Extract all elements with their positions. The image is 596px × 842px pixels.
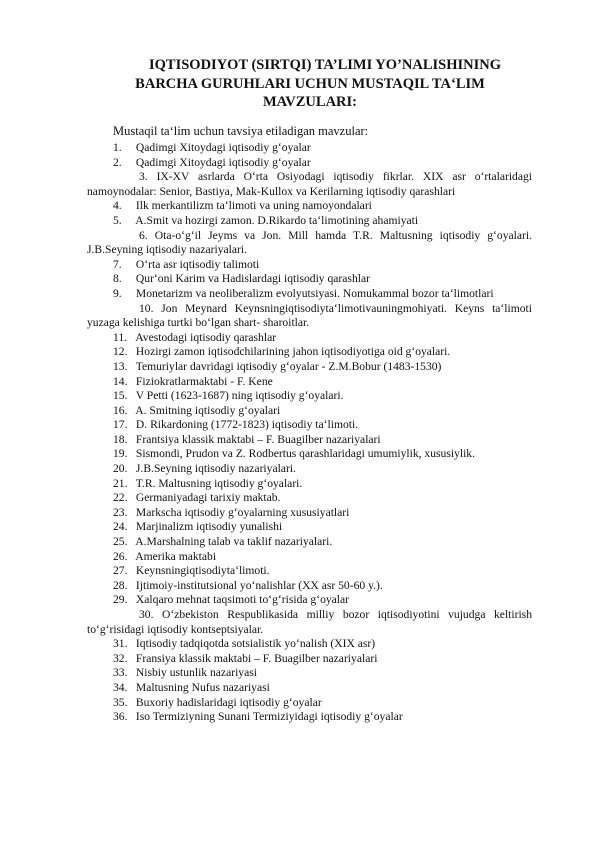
list-item (87, 229, 532, 258)
list-item-text: Temuriylar davridagi iqtisodiy g‘oyalar - Z.M.Bobur (1483-1530) (135, 359, 442, 373)
list-item-number: 19. (113, 447, 128, 461)
list-item-number: 7. (113, 257, 122, 271)
list-item-number: 10. (139, 301, 154, 315)
list-item-number: 32. (113, 651, 128, 665)
intro-text: Mustaqil ta‘lim uchun tavsiya etiladigan mavzular: (113, 124, 369, 138)
list-item-text: A.Smit va hozirgi zamon. D.Rikardo ta‘limotining ahamiyati (135, 213, 419, 227)
list-item-text: V Petti (1623-1687) ning iqtisodiy g‘oyalari. (135, 389, 344, 403)
list-item-text: A.Marshalning talab va taklif nazariyalari. (135, 535, 333, 549)
list-item (87, 608, 532, 637)
list-item-text: T.R. Maltusning iqtisodiy g‘oyalari. (135, 476, 303, 490)
title-line-2: BARCHA GURUHLARI UCHUN MUSTAQIL TA‘LIM (135, 75, 485, 92)
list-item-number: 6. (139, 228, 148, 242)
list-item-text: Hozirgi zamon iqtisodchilarining jahon iqtisodiyotiga oid g‘oyalari. (135, 345, 451, 359)
list-item-text: Qadimgi Xitoydagi iqtisodiy g‘oyalar (135, 141, 311, 154)
list-item (87, 404, 532, 419)
list-item (87, 258, 532, 273)
list-item-number: 17. (113, 418, 128, 432)
list-item-number: 24. (113, 520, 128, 534)
list-item-text: J.B.Seyning iqtisodiy nazariyalari. (135, 462, 296, 476)
list-item-number: 5. (113, 213, 122, 227)
list-item-text: Ilk merkantilizm ta‘limoti va uning namoyondalari (135, 199, 372, 213)
list-item (87, 331, 532, 346)
list-item-text: Ijtimoiy-institutsional yo‘nalishlar (XX asr 50-60 y.). (135, 578, 383, 592)
list-item (87, 477, 532, 492)
list-item (87, 535, 532, 550)
list-item-number: 29. (113, 593, 128, 607)
list-item-text: Jon Meynard Keynsningiqtisodiyta‘limotivauningmohiyati. Keyns ta‘limoti yuzaga kelishiga turtki bo‘lgan shart- sharoitlar. (87, 301, 532, 330)
list-item-text: Markscha iqtisodiy g‘oyalarning xususiyatlari (135, 505, 350, 519)
list-item (87, 681, 532, 696)
list-item (87, 520, 532, 535)
list-item (87, 141, 532, 156)
list-item-number: 4. (113, 199, 122, 213)
title-line-1: IQTISODIYOT (SIRTQI) TA’LIMI YO’NALISHINING (149, 57, 501, 73)
list-item-number: 1. (113, 141, 122, 154)
list-item-text: O‘rta asr iqtisodiy talimoti (135, 257, 260, 271)
list-item-text: Frantsiya klassik maktabi – F. Buagilber nazariyalari (135, 432, 381, 446)
list-item-number: 33. (113, 666, 128, 680)
list-item-text: Xalqaro mehnat taqsimoti to‘g‘risida g‘oyalar (135, 593, 350, 607)
list-item-number: 12. (113, 345, 128, 359)
list-item-text: Nisbiy ustunlik nazariyasi (135, 666, 257, 680)
list-item (87, 345, 532, 360)
topic-list (87, 141, 532, 725)
list-item-text: Qadimgi Xitoydagi iqtisodiy g‘oyalar (135, 155, 311, 169)
list-item-text: Sismondi, Prudon va Z. Rodbertus qarashlaridagi umumiylik, xususiylik. (135, 447, 476, 461)
list-item-number: 18. (113, 432, 128, 446)
list-item-number: 23. (113, 505, 128, 519)
list-item (87, 156, 532, 171)
list-item (87, 506, 532, 521)
list-item-text: Germaniyadagi tarixiy maktab. (135, 491, 281, 505)
list-item-text: Buxoriy hadislaridagi iqtisodiy g‘oyalar (135, 695, 322, 709)
list-item-text: Avestodagi iqtisodiy qarashlar (135, 330, 277, 344)
list-item-number: 25. (113, 535, 128, 549)
document-title (90, 56, 530, 112)
list-item (87, 579, 532, 594)
list-item-text: Fiziokratlarmaktabi - F. Kene (135, 374, 273, 388)
list-item-number: 8. (113, 272, 122, 286)
list-item (87, 652, 532, 667)
list-item (87, 710, 532, 725)
list-item (87, 564, 532, 579)
list-item-number: 20. (113, 462, 128, 476)
list-item-number: 26. (113, 549, 128, 563)
list-item-number: 36. (113, 710, 128, 724)
list-item-text: Marjinalizm iqtisodiy yunalishi (135, 520, 283, 534)
list-item-number: 31. (113, 637, 128, 651)
list-item (87, 550, 532, 565)
list-item (87, 593, 532, 608)
list-item (87, 375, 532, 390)
list-item-number: 3. (139, 170, 148, 184)
list-item-text: Amerika maktabi (135, 549, 217, 563)
list-item-number: 22. (113, 491, 128, 505)
list-item-number: 14. (113, 374, 128, 388)
list-item-number: 34. (113, 680, 128, 694)
list-item-text: Monetarizm va neoliberalizm evolyutsiyasi. Nomukammal bozor ta‘limotlari (135, 286, 494, 300)
list-item-number: 16. (113, 403, 128, 417)
list-item (87, 389, 532, 404)
list-item-number: 27. (113, 564, 128, 578)
list-item (87, 302, 532, 331)
list-item-text: Ota-o‘g‘il Jeyms va Jon. Mill hamda T.R. Maltusning iqtisodiy g‘oyalari. J.B.Seyning iqtisodiy nazariyalari. (87, 228, 532, 257)
list-item (87, 418, 532, 433)
list-item (87, 447, 532, 462)
list-item (87, 272, 532, 287)
list-item (87, 491, 532, 506)
list-item (87, 696, 532, 711)
list-item-text: Iso Termiziyning Sunani Termiziyidagi iqtisodiy g‘oyalar (135, 710, 403, 724)
list-item (87, 170, 532, 199)
list-item-number: 21. (113, 476, 128, 490)
title-line-3: MAVZULARI: (263, 94, 357, 110)
list-item-text: O‘zbekiston Respublikasida milliy bozor iqtisodiyotini vujudga keltirish to‘g‘risidagi iqtisodiy kontseptsiyalar. (87, 608, 532, 636)
list-item-text: IX-XV asrlarda O‘rta Osiyodagi iqtisodiy fikrlar. XIX asr o‘rtalaridagi namoynodalar: Senior, Bastiya, Mak-Kullox va Kerilarning iqtisodiy qarashlari (87, 170, 533, 198)
list-item (87, 666, 532, 681)
list-item-number: 35. (113, 695, 128, 709)
list-item (87, 287, 532, 302)
list-item (87, 637, 532, 652)
list-item-text: Maltusning Nufus nazariyasi (135, 680, 270, 694)
list-item (87, 433, 532, 448)
list-item (87, 214, 532, 229)
list-item-number: 13. (113, 359, 128, 373)
list-item-text: Keynsningiqtisodiyta‘limoti. (135, 564, 270, 578)
list-item-text: Iqtisodiy tadqiqotda sotsialistik yo‘nalish (XIX asr) (135, 637, 376, 651)
list-item-number: 2. (113, 155, 122, 169)
list-item (87, 360, 532, 375)
list-item-number: 9. (113, 286, 122, 300)
list-item (87, 462, 532, 477)
list-item-text: Fransiya klassik maktabi – F. Buagilber nazariyalari (135, 651, 378, 665)
list-item-number: 15. (113, 389, 128, 403)
list-item (87, 199, 532, 214)
list-item-text: D. Rikardoning (1772-1823) iqtisodiy ta‘limoti. (135, 418, 359, 432)
list-item-number: 11. (113, 330, 128, 344)
list-item-number: 30. (139, 608, 154, 621)
list-item-number: 28. (113, 578, 128, 592)
list-item-text: A. Smitning iqtisodiy g‘oyalari (135, 403, 281, 417)
list-item-text: Qur‘oni Karim va Hadislardagi iqtisodiy qarashlar (135, 272, 370, 286)
